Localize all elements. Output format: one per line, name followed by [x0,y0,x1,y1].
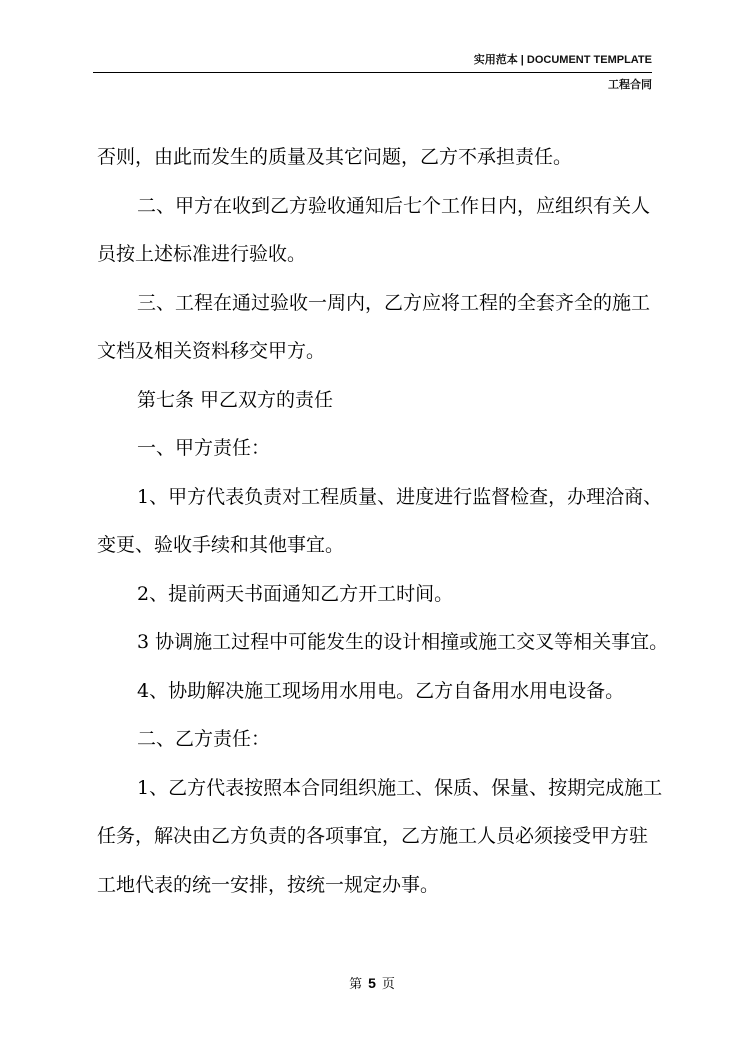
body-line: 三、工程在通过验收一周内，乙方应将工程的全套齐全的施工 [137,291,651,314]
body-line: 二、乙方责任： [137,728,271,750]
header-subtitle: 工程合同 [608,79,652,91]
list-item [97,618,672,667]
body-line: 第七条 甲乙双方的责任 [137,388,334,411]
body-line: 2、提前两天书面通知乙方开工时间。 [137,582,454,605]
body-line: 一、甲方责任： [137,437,271,459]
paragraph [97,279,672,376]
body-line: 员按上述标准进行验收。 [97,243,307,265]
page-suffix: 页 [381,977,395,992]
paragraph [97,133,672,182]
document-body [97,133,672,909]
paragraph [97,182,672,279]
body-line: 变更、验收手续和其他事宜。 [97,534,345,556]
page-number: 5 [368,975,376,991]
page-footer [0,974,744,994]
body-line: 1、乙方代表按照本合同组织施工、保质、保量、按期完成施工 [137,776,663,799]
body-line: 1、甲方代表负责对工程质量、进度进行监督检查，办理洽商、 [137,485,663,508]
list-item [97,570,672,619]
body-line: 否则，由此而发生的质量及其它问题，乙方不承担责任。 [97,146,573,168]
header-divider [93,72,652,73]
body-line: 二、甲方在收到乙方验收通知后七个工作日内，应组织有关人 [137,194,651,217]
header-title: 实用范本 | DOCUMENT TEMPLATE [473,54,652,66]
body-line: 任务，解决由乙方负责的各项事宜，乙方施工人员必须接受甲方驻 [97,825,649,847]
list-item [97,473,672,570]
list-item [97,764,672,910]
body-line: 工地代表的统一安排，按统一规定办事。 [97,873,440,896]
body-line: 4、协助解决施工现场用水用电。乙方自备用水用电设备。 [137,679,625,702]
body-line: 文档及相关资料移交甲方。 [97,340,326,362]
subsection-heading [97,424,672,473]
subsection-heading [97,715,672,764]
list-item [97,667,672,716]
page-prefix: 第 [349,977,363,992]
body-line: 3 协调施工过程中可能发生的设计相撞或施工交叉等相关事宜。 [137,631,669,653]
section-heading [97,376,672,425]
